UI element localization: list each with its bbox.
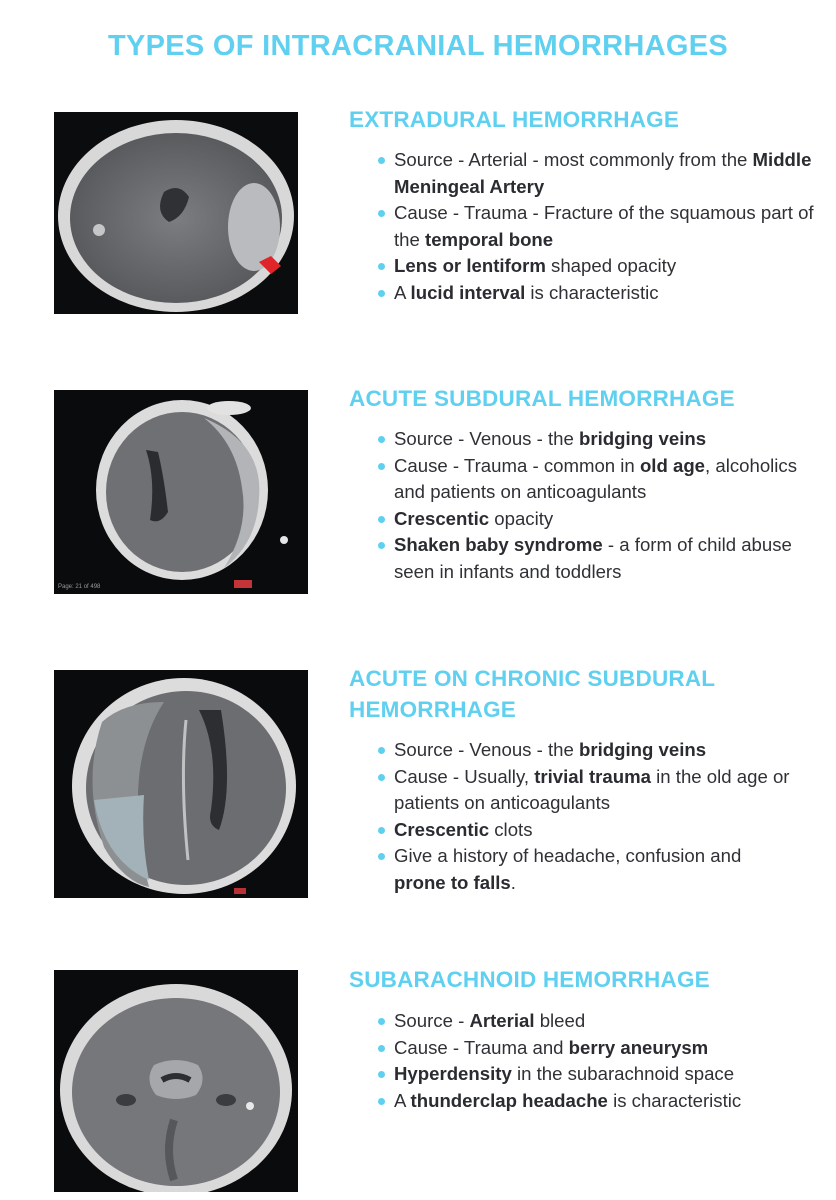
bullet-item: Lens or lentiform shaped opacity bbox=[378, 253, 828, 280]
heading-subarachnoid bbox=[349, 964, 710, 995]
bullet-item: Crescentic opacity bbox=[378, 506, 828, 533]
heading-line: EXTRADURAL HEMORRHAGE bbox=[349, 107, 680, 132]
bullet-item: Crescentic clots bbox=[378, 817, 798, 844]
bullet-item: Hyperdensity in the subarachnoid space bbox=[378, 1061, 828, 1088]
heading-line: HEMORRHAGE bbox=[349, 697, 517, 722]
scan-caption: Page: 21 of 498 bbox=[58, 584, 101, 590]
bullet-item: Cause - Trauma and berry aneurysm bbox=[378, 1035, 828, 1062]
bullet-item: A lucid interval is characteristic bbox=[378, 280, 828, 307]
bullet-list-subarachnoid bbox=[378, 1008, 828, 1114]
heading-line: SUBARACHNOID HEMORRHAGE bbox=[349, 967, 710, 992]
ct-scan-subarachnoid-image bbox=[54, 970, 298, 1192]
bullet-item: Source - Venous - the bridging veins bbox=[378, 426, 828, 453]
ct-scan-acute-on-chronic-subdural-image bbox=[54, 670, 308, 898]
bullet-item: Shaken baby syndrome - a form of child abuse seen in infants and toddlers bbox=[378, 532, 828, 585]
bullet-item: A thunderclap headache is characteristic bbox=[378, 1088, 828, 1115]
ct-scan-extradural-graphic bbox=[54, 112, 298, 314]
heading-line: ACUTE ON CHRONIC SUBDURAL bbox=[349, 666, 716, 691]
bullet-list-extradural bbox=[378, 147, 828, 306]
heading-line: ACUTE SUBDURAL HEMORRHAGE bbox=[349, 386, 735, 411]
ct-scan-extradural-image bbox=[54, 112, 298, 314]
bullet-list-acute-subdural bbox=[378, 426, 828, 585]
ct-scan-acute-on-chronic-subdural-graphic bbox=[54, 670, 308, 898]
page-title: TYPES OF INTRACRANIAL HEMORRHAGES bbox=[107, 30, 728, 62]
bullet-item: Source - Arterial - most commonly from the Middle Meningeal Artery bbox=[378, 147, 828, 200]
heading-acute-on-chronic-subdural bbox=[349, 663, 715, 725]
heading-extradural bbox=[349, 104, 679, 135]
ct-scan-subarachnoid-graphic bbox=[54, 970, 298, 1192]
bullet-item: Cause - Trauma - Fracture of the squamous part of the temporal bone bbox=[378, 200, 828, 253]
bullet-item: Cause - Usually, trivial trauma in the old age or patients on anticoagulants bbox=[378, 764, 798, 817]
bullet-item: Cause - Trauma - common in old age, alcoholics and patients on anticoagulants bbox=[378, 453, 828, 506]
bullet-list-acute-on-chronic-subdural bbox=[378, 737, 798, 896]
bullet-item: Give a history of headache, confusion and prone to falls. bbox=[378, 843, 798, 896]
heading-acute-subdural bbox=[349, 383, 735, 414]
ct-scan-acute-subdural-image bbox=[54, 390, 308, 594]
ct-scan-acute-subdural-graphic bbox=[54, 390, 308, 594]
bullet-item: Source - Venous - the bridging veins bbox=[378, 737, 798, 764]
bullet-item: Source - Arterial bleed bbox=[378, 1008, 828, 1035]
